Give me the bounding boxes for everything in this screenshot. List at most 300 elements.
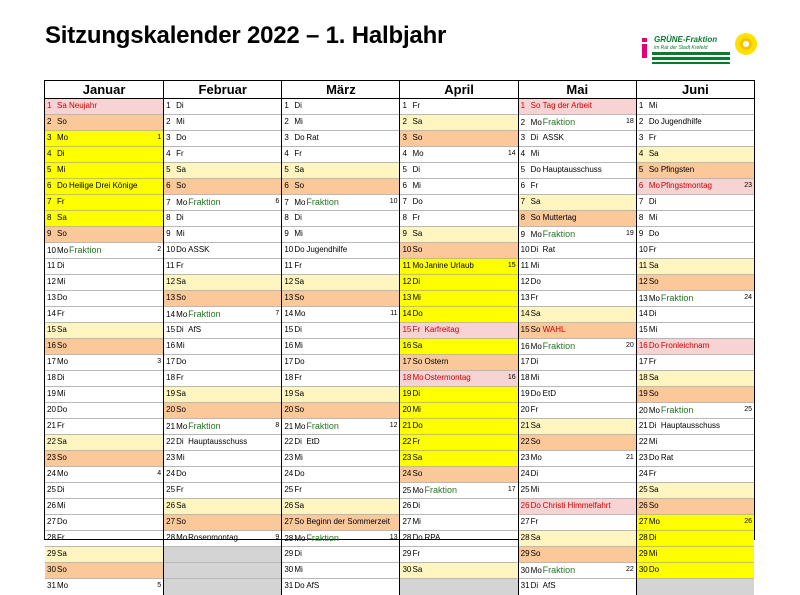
event-label: Fraktion	[542, 117, 576, 127]
day-number: 27	[520, 517, 530, 526]
day-number: 2	[284, 117, 289, 126]
event-label: Beginn der Sommerzeit	[306, 517, 390, 526]
weekday: Di	[648, 309, 657, 318]
day-cell	[519, 531, 636, 547]
day-number: 5	[520, 165, 526, 174]
day-cell	[637, 115, 754, 131]
weekday: Do	[530, 501, 541, 510]
month-header: Januar	[45, 81, 163, 99]
day-cell	[400, 387, 517, 403]
day-cell	[519, 243, 636, 259]
day-number: 28	[47, 533, 56, 542]
day-cell	[519, 483, 636, 499]
day-number: 3	[402, 133, 407, 142]
weekday: Mi	[530, 485, 540, 494]
day-number: 7	[402, 197, 407, 206]
weekday: Sa	[412, 117, 423, 126]
day-cell	[282, 531, 399, 547]
day-cell	[282, 403, 399, 419]
weekday: Di	[412, 277, 421, 286]
day-cell	[519, 467, 636, 483]
day-cell	[164, 163, 281, 179]
day-number: 9	[638, 229, 644, 238]
day-number: 29	[284, 549, 294, 558]
day-number: 3	[166, 133, 171, 142]
day-number: 13	[166, 293, 176, 302]
weekday: So	[412, 469, 423, 478]
day-cell	[400, 179, 517, 195]
day-number: 9	[47, 229, 52, 238]
day-number: 23	[47, 453, 56, 462]
day-number: 22	[284, 437, 294, 446]
day-cell	[519, 211, 636, 227]
day-cell	[400, 131, 517, 147]
day-cell	[519, 355, 636, 371]
weekday: Di	[294, 325, 302, 334]
day-cell	[637, 515, 754, 531]
weekday: So	[530, 549, 541, 558]
day-number: 25	[284, 485, 294, 494]
logo-line-1: GRÜNE-Fraktion	[654, 35, 718, 44]
day-cell	[400, 515, 517, 531]
month-column	[45, 81, 163, 595]
day-number: 4	[638, 149, 644, 158]
day-number: 20	[284, 405, 294, 414]
day-cell	[400, 275, 517, 291]
day-number: 4	[520, 149, 526, 158]
day-cell	[400, 211, 517, 227]
weekday: Mo	[294, 422, 306, 431]
day-cell	[519, 115, 636, 131]
weekday: Fr	[176, 261, 184, 270]
day-cell	[282, 435, 399, 451]
weekday: Fr	[294, 149, 302, 158]
weekday: Di	[530, 245, 539, 254]
weekday: Do	[412, 421, 423, 430]
day-number: 8	[166, 213, 171, 222]
day-number: 5	[402, 165, 407, 174]
day-cell	[519, 435, 636, 451]
day-cell	[282, 355, 399, 371]
weekday: Fr	[294, 261, 302, 270]
weekday: Fr	[648, 357, 657, 366]
day-number: 22	[47, 437, 56, 446]
day-cell	[519, 291, 636, 307]
day-number: 6	[47, 181, 52, 190]
weekday: Fr	[648, 245, 657, 254]
event-label: Fraktion	[188, 309, 221, 319]
event-label: Jugendhilfe	[306, 245, 348, 254]
day-cell	[282, 291, 399, 307]
day-number: 12	[520, 277, 530, 286]
weekday: Di	[57, 149, 65, 158]
weekday: Mi	[412, 405, 421, 414]
day-number: 24	[284, 469, 294, 478]
week-number: 20	[626, 342, 634, 349]
weekday: Do	[412, 197, 423, 206]
day-number: 21	[402, 421, 412, 430]
weekday: Do	[648, 341, 660, 350]
day-number: 4	[166, 149, 171, 158]
day-cell	[45, 147, 163, 163]
day-cell	[282, 307, 399, 323]
month-header: April	[400, 81, 517, 99]
weekday: Mo	[648, 294, 660, 303]
weekday: Di	[176, 437, 184, 446]
weekday: So	[530, 101, 541, 110]
day-cell	[282, 163, 399, 179]
weekday: Mi	[648, 325, 658, 334]
day-number: 11	[47, 261, 56, 270]
day-cell	[45, 531, 163, 547]
day-cell	[400, 291, 517, 307]
day-cell	[637, 483, 754, 499]
weekday: Sa	[412, 565, 423, 574]
day-number: 26	[520, 501, 530, 510]
day-cell	[282, 579, 399, 595]
day-number: 26	[47, 501, 56, 510]
day-cell	[282, 371, 399, 387]
weekday: Sa	[57, 325, 67, 334]
day-cell	[400, 339, 517, 355]
weekday: Fr	[412, 325, 421, 334]
day-cell	[400, 147, 517, 163]
day-cell	[519, 515, 636, 531]
day-number: 10	[284, 245, 294, 254]
day-number: 23	[520, 453, 530, 462]
event-label: Ostermontag	[424, 373, 471, 382]
week-number: 11	[390, 310, 398, 317]
day-cell	[282, 259, 399, 275]
weekday: Di	[294, 549, 302, 558]
day-cell	[400, 115, 517, 131]
day-number: 4	[47, 149, 52, 158]
day-cell	[282, 563, 399, 579]
day-number: 4	[284, 149, 289, 158]
day-number: 30	[402, 565, 412, 574]
day-cell	[637, 227, 754, 243]
day-number: 18	[638, 373, 648, 382]
weekday: Do	[530, 277, 541, 286]
week-number: 26	[744, 518, 752, 525]
day-cell	[164, 179, 281, 195]
day-cell	[45, 259, 163, 275]
weekday: Sa	[412, 453, 423, 462]
event-label: ASSK	[542, 133, 564, 142]
day-number: 26	[638, 501, 648, 510]
weekday: Fr	[176, 149, 184, 158]
day-number: 2	[520, 118, 526, 127]
weekday: Mi	[294, 117, 303, 126]
weekday: Di	[176, 213, 184, 222]
day-number: 2	[166, 117, 171, 126]
week-number: 23	[744, 182, 752, 189]
weekday: So	[530, 325, 541, 334]
day-cell	[637, 195, 754, 211]
day-number: 6	[166, 181, 171, 190]
weekday: Mo	[530, 230, 542, 239]
day-number: 11	[638, 261, 648, 270]
day-number: 19	[47, 389, 56, 398]
page-title: Sitzungskalender 2022 – 1. Halbjahr	[45, 22, 447, 49]
day-number: 27	[638, 517, 648, 526]
weekday: Di	[530, 133, 539, 142]
weekday: So	[57, 341, 67, 350]
day-cell	[519, 371, 636, 387]
weekday: So	[648, 389, 659, 398]
weekday: Mi	[412, 181, 421, 190]
event-label: EtD	[542, 389, 556, 398]
day-number: 28	[520, 533, 530, 542]
day-cell	[519, 307, 636, 323]
weekday: Mo	[530, 118, 542, 127]
weekday: Fr	[530, 517, 539, 526]
event-label: Pfingstmontag	[660, 181, 712, 190]
day-number: 5	[47, 165, 52, 174]
weekday: Do	[57, 181, 68, 190]
weekday: Do	[530, 165, 541, 174]
day-cell	[45, 243, 163, 259]
day-number: 17	[47, 357, 56, 366]
day-number: 31	[284, 581, 294, 590]
weekday: Fr	[530, 293, 539, 302]
day-number: 29	[520, 549, 530, 558]
day-cell	[45, 163, 163, 179]
weekday: Di	[176, 325, 184, 334]
day-number: 18	[47, 373, 56, 382]
weekday: Di	[530, 357, 539, 366]
day-number: 9	[520, 230, 526, 239]
week-number: 19	[626, 230, 634, 237]
day-number: 2	[47, 117, 52, 126]
weekday: So	[648, 277, 659, 286]
day-number: 26	[402, 501, 412, 510]
day-cell	[637, 259, 754, 275]
weekday: Do	[412, 533, 423, 542]
day-cell	[45, 435, 163, 451]
weekday: Mi	[530, 373, 540, 382]
day-number: 8	[638, 213, 644, 222]
day-number: 24	[638, 469, 648, 478]
day-number: 10	[638, 245, 648, 254]
day-cell	[45, 547, 163, 563]
weekday: Sa	[294, 165, 305, 174]
weekday: Mi	[176, 229, 185, 238]
day-number: 10	[166, 245, 176, 254]
logo-line-2: im Rat der Stadt Krefeld	[654, 45, 708, 51]
week-number: 12	[389, 422, 398, 429]
day-number: 17	[284, 357, 294, 366]
weekday: Do	[294, 581, 305, 590]
day-cell	[45, 195, 163, 211]
day-cell	[637, 563, 754, 579]
week-number: 7	[275, 310, 280, 317]
event-label: Fraktion	[306, 533, 339, 543]
day-cell	[519, 163, 636, 179]
weekday: Do	[294, 133, 305, 142]
day-cell	[400, 227, 517, 243]
day-cell	[45, 371, 163, 387]
weekday: So	[294, 181, 305, 190]
weekday: Mo	[648, 181, 660, 190]
weekday: Mi	[412, 293, 421, 302]
day-number: 5	[638, 165, 644, 174]
day-cell	[164, 291, 281, 307]
day-number: 7	[284, 198, 289, 207]
day-number: 28	[402, 533, 412, 542]
weekday: Do	[294, 357, 305, 366]
event-label: Fraktion	[660, 293, 694, 303]
weekday: Sa	[176, 165, 186, 174]
day-cell	[519, 451, 636, 467]
weekday: Sa	[57, 437, 67, 446]
weekday: So	[176, 405, 186, 414]
day-number: 11	[402, 261, 411, 270]
weekday: Mi	[648, 549, 658, 558]
day-number: 24	[166, 469, 176, 478]
weekday: Sa	[176, 389, 186, 398]
day-number: 7	[166, 198, 171, 207]
day-number: 25	[166, 485, 176, 494]
day-cell	[637, 131, 754, 147]
day-cell	[637, 291, 754, 307]
day-cell	[400, 243, 517, 259]
weekday: Fr	[57, 533, 65, 542]
weekday: Mo	[294, 534, 306, 543]
week-number: 2	[157, 246, 162, 253]
weekday: So	[57, 229, 67, 238]
event-label: Rosenmontag	[188, 533, 238, 542]
weekday: Mo	[57, 357, 69, 366]
weekday: Mi	[176, 341, 185, 350]
day-cell	[164, 515, 281, 531]
day-number: 7	[638, 197, 644, 206]
day-number: 9	[166, 229, 171, 238]
weekday: Sa	[530, 421, 541, 430]
week-number: 25	[744, 406, 752, 413]
day-cell	[519, 195, 636, 211]
weekday: Sa	[176, 501, 186, 510]
day-cell	[637, 371, 754, 387]
day-number: 25	[638, 485, 648, 494]
day-cell	[164, 131, 281, 147]
day-number: 26	[166, 501, 176, 510]
day-number: 23	[166, 453, 176, 462]
day-number: 8	[284, 213, 289, 222]
month-header: Juni	[637, 81, 754, 99]
day-cell	[282, 451, 399, 467]
day-number: 2	[402, 117, 407, 126]
day-cell	[637, 179, 754, 195]
weekday: So	[412, 357, 423, 366]
weekday: Sa	[57, 101, 67, 110]
day-cell	[282, 275, 399, 291]
day-number: 13	[284, 293, 294, 302]
week-number: 9	[275, 534, 280, 541]
weekday: Do	[648, 117, 660, 126]
day-cell	[400, 467, 517, 483]
day-cell	[400, 451, 517, 467]
day-number: 22	[638, 437, 648, 446]
day-number: 20	[166, 405, 176, 414]
weekday: Sa	[412, 341, 423, 350]
day-number: 23	[638, 453, 648, 462]
weekday: Di	[412, 501, 421, 510]
week-number: 1	[157, 134, 162, 141]
weekday: So	[530, 437, 541, 446]
weekday: So	[57, 453, 67, 462]
day-cell	[637, 531, 754, 547]
week-number: 13	[389, 534, 398, 541]
weekday: So	[176, 293, 186, 302]
event-label: Rat	[660, 453, 674, 462]
day-number: 17	[520, 357, 530, 366]
month-column	[636, 81, 754, 595]
day-cell	[45, 307, 163, 323]
day-number: 6	[638, 181, 644, 190]
weekday: Mo	[412, 486, 424, 495]
day-number: 7	[47, 197, 52, 206]
day-number: 25	[47, 485, 56, 494]
weekday: Mi	[530, 261, 540, 270]
day-cell	[45, 419, 163, 435]
weekday: So	[294, 405, 305, 414]
day-cell	[45, 227, 163, 243]
weekday: Sa	[57, 549, 67, 558]
weekday: Do	[57, 405, 68, 414]
weekday: Sa	[412, 229, 423, 238]
day-number: 18	[402, 373, 412, 382]
day-cell	[282, 483, 399, 499]
day-cell	[282, 211, 399, 227]
weekday: Do	[176, 469, 187, 478]
day-cell	[519, 547, 636, 563]
day-cell	[400, 195, 517, 211]
day-cell	[164, 147, 281, 163]
event-label: Fraktion	[660, 405, 694, 415]
day-number: 8	[520, 213, 526, 222]
event-label: Fraktion	[542, 565, 576, 575]
weekday: Di	[57, 485, 65, 494]
event-label: Fraktion	[542, 341, 576, 351]
weekday: Di	[648, 533, 657, 542]
day-number: 23	[284, 453, 294, 462]
day-cell	[637, 323, 754, 339]
day-cell	[164, 499, 281, 515]
day-cell	[637, 355, 754, 371]
day-cell	[637, 163, 754, 179]
event-label: ASSK	[188, 245, 210, 254]
day-cell	[282, 115, 399, 131]
weekday: So	[176, 517, 186, 526]
day-cell	[282, 547, 399, 563]
weekday: So	[412, 245, 423, 254]
day-cell	[400, 163, 517, 179]
day-cell	[400, 435, 517, 451]
day-number: 1	[47, 101, 52, 110]
weekday: Mo	[412, 261, 424, 270]
day-number: 5	[166, 165, 171, 174]
day-number: 17	[638, 357, 648, 366]
day-cell	[164, 211, 281, 227]
day-number: 15	[284, 325, 294, 334]
week-number: 3	[157, 358, 162, 365]
event-label: Tag der Arbeit	[542, 101, 593, 110]
day-number: 7	[520, 197, 526, 206]
event-label: Ostern	[424, 357, 449, 366]
weekday: Fr	[530, 405, 539, 414]
day-number: 15	[47, 325, 56, 334]
